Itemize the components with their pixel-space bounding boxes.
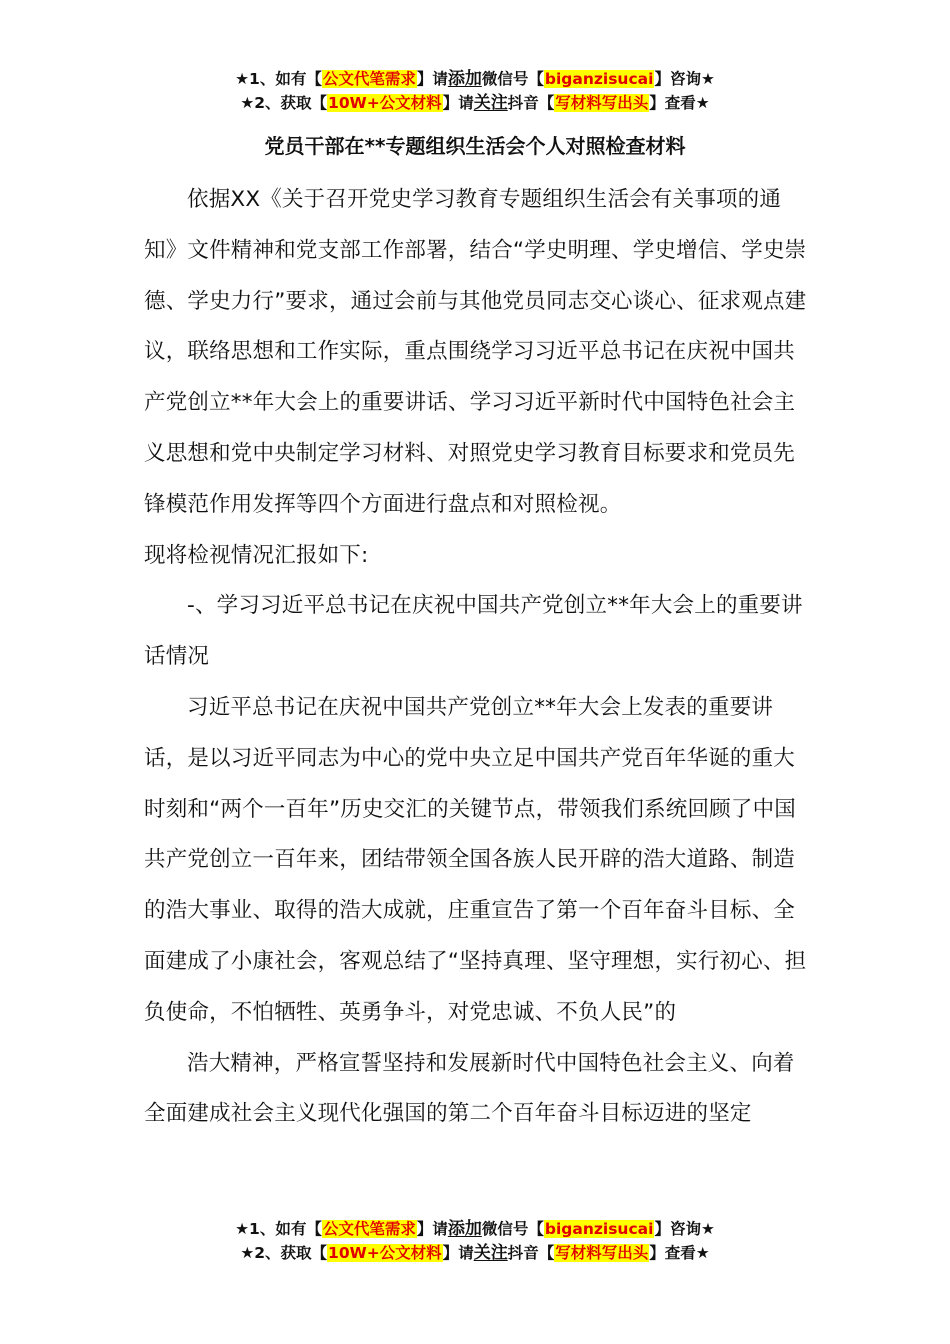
promo-highlight-service: 公文代笔需求 [322,70,416,88]
promo-text: ★2、获取【 [240,1244,328,1262]
promo-text: 】请 [442,1244,474,1262]
promo-text: 】请 [416,1220,448,1238]
document-body [144,175,812,1140]
promo-text: 】请 [416,70,448,88]
promo-line-1 [0,67,950,91]
promo-text: ★1、如有【 [235,70,322,88]
promo-highlight-service: 公文代笔需求 [322,1220,416,1238]
paragraph-spirit: 浩大精神，严格宣誓坚持和发展新时代中国特色社会主义、向着全面建成社会主义现代化强国的第二个百年奋斗目标迈进的坚定 [144,1050,795,1127]
promo-highlight-douyin: 写材料写出头 [555,1244,649,1262]
promo-text: 】咨询★ [654,1220,715,1238]
promo-text: 】查看★ [649,1244,710,1262]
promo-text: 】咨询★ [654,70,715,88]
section-heading-1: -、学习习近平总书记在庆祝中国共产党创立**年大会上的重要讲话情况 [144,593,803,670]
promo-text: 抖音【 [507,1244,555,1262]
promo-highlight-materials: 10W+公文材料 [328,1244,442,1262]
promo-text: 】查看★ [649,94,710,112]
promo-emphasis: 添加 [447,1219,482,1239]
promo-banner-top [0,67,950,115]
promo-text: ★1、如有【 [235,1220,322,1238]
promo-emphasis: 关注 [473,1243,508,1263]
promo-text: 】请 [442,94,474,112]
promo-line-2 [0,91,950,115]
paragraph-report-lead: 现将检视情况汇报如下: [144,542,369,568]
promo-text: 微信号【 [481,1220,544,1238]
promo-highlight-materials: 10W+公文材料 [328,94,442,112]
paragraph-intro: 依据XX《关于召开党史学习教育专题组织生活会有关事项的通知》文件精神和党支部工作部署，结合“学史明理、学史增信、学史崇德、学史力行”要求，通过会前与其他党员同志交心谈心、征求观点建议，联络思想和工作实际，重点围绕学习习近平总书记在庆祝中国共产党创立**年大会上的重要讲话、学习习近平新时代中国特色社会主义思想和党中央制定学习材料、对照党史学习教育目标要求和党员先锋模范作用发挥等四个方面进行盘点和对照检视。 [144,187,807,517]
promo-highlight-wechat-id: biganzisucai [544,70,654,88]
promo-text: ★2、获取【 [240,94,328,112]
promo-line-2 [0,1241,950,1265]
paragraph-speech: 习近平总书记在庆祝中国共产党创立**年大会上发表的重要讲话，是以习近平同志为中心的党中央立足中国共产党百年华诞的重大时刻和“两个一百年”历史交汇的关键节点，带领我们系统回顾了中国共产党创立一百年来，团结带领全国各族人民开辟的浩大道路、制造的浩大事业、取得的浩大成就，庄重宣告了第一个百年奋斗目标、全面建成了小康社会，客观总结了“坚持真理、坚守理想，实行初心、担负使命，不怕牺牲、英勇争斗，对党忠诚、不负人民”的 [144,694,807,1025]
promo-text: 微信号【 [481,70,544,88]
promo-emphasis: 添加 [447,69,482,89]
promo-line-1 [0,1217,950,1241]
promo-highlight-wechat-id: biganzisucai [544,1220,654,1238]
promo-banner-bottom [0,1217,950,1265]
document-title: 党员干部在**专题组织生活会个人对照检查材料 [264,134,686,158]
promo-highlight-douyin: 写材料写出头 [555,94,649,112]
promo-text: 抖音【 [507,94,555,112]
promo-emphasis: 关注 [473,93,508,113]
